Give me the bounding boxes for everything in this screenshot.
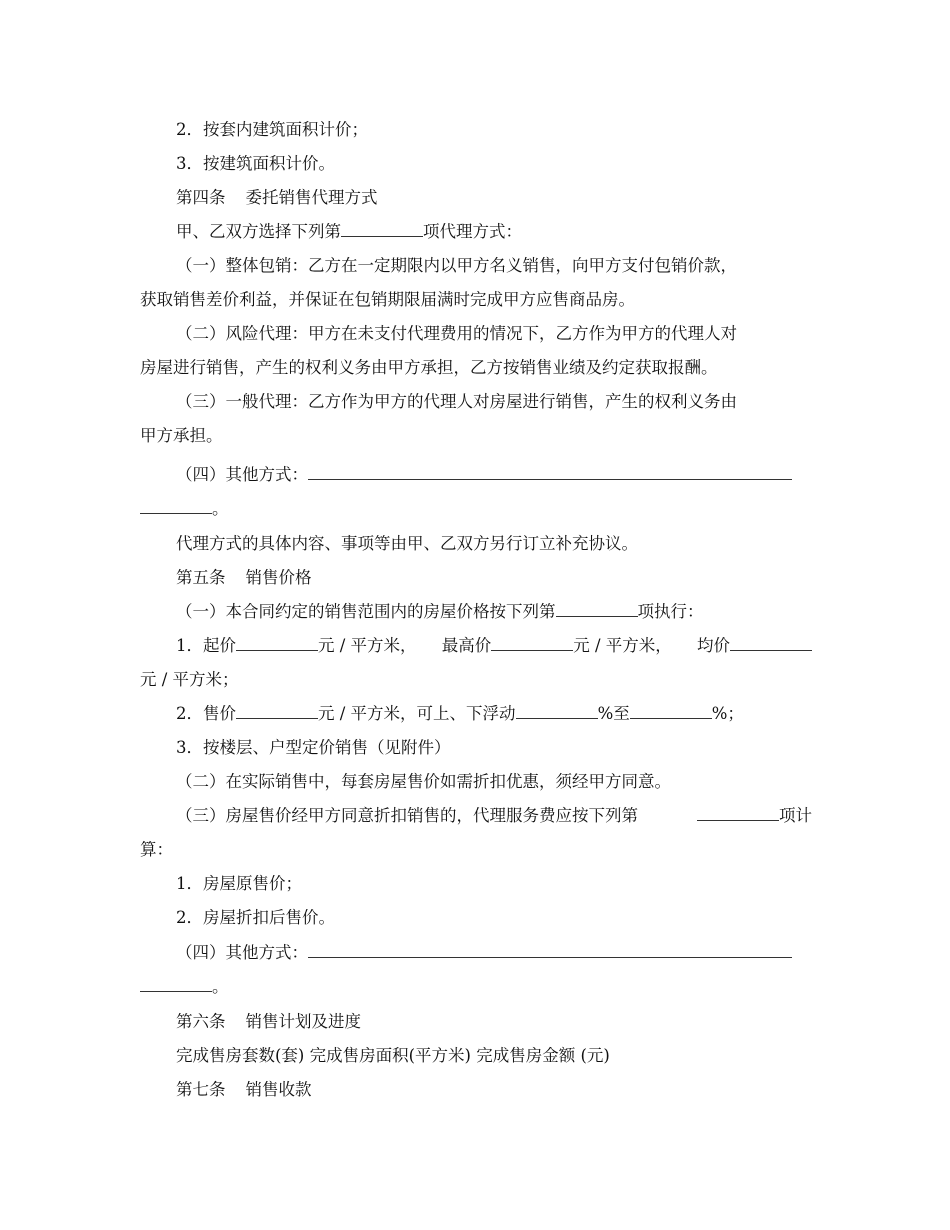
text: 1．起价 <box>176 636 236 655</box>
article-title: 销售价格 <box>245 568 312 587</box>
text: 甲、乙双方选择下列第 <box>176 222 341 241</box>
paragraph-line: 代理方式的具体内容、事项等由甲、乙双方另行订立补充协议。 <box>176 534 638 553</box>
other-method-line <box>176 942 812 964</box>
clause-line <box>176 221 812 243</box>
text: 元 / 平方米， <box>318 636 417 655</box>
article-heading-5 <box>176 567 812 589</box>
article-heading-7 <box>176 1079 812 1101</box>
price-group <box>442 635 672 657</box>
article-heading-6 <box>176 1011 812 1033</box>
other-method-line-end <box>140 976 812 998</box>
fill-in-blank[interactable] <box>140 498 212 514</box>
price-line-1-end: 元 / 平方米； <box>140 670 239 689</box>
article-title: 委托销售代理方式 <box>245 188 378 207</box>
text: 项执行： <box>637 602 704 621</box>
price-group <box>697 635 812 657</box>
clause-line: 1．房屋原售价； <box>176 874 302 893</box>
fill-in-blank[interactable] <box>556 601 638 617</box>
clause-line: 算： <box>140 840 173 859</box>
paragraph-line: 获取销售差价利益，并保证在包销期限届满时完成甲方应售商品房。 <box>140 290 635 309</box>
article-title: 销售计划及进度 <box>245 1012 361 1031</box>
fill-in-blank[interactable] <box>516 703 598 719</box>
paragraph-line: （一）整体包销：乙方在一定期限内以甲方名义销售，向甲方支付包销价款， <box>176 256 737 275</box>
paragraph-line: 甲方承担。 <box>140 426 223 445</box>
article-number: 第七条 <box>176 1080 226 1099</box>
text: （一）本合同约定的销售范围内的房屋价格按下列第 <box>176 602 556 621</box>
text: 元 / 平方米， <box>573 636 672 655</box>
text: 2．售价 <box>176 704 236 723</box>
fill-in-blank[interactable] <box>697 805 779 821</box>
clause-line <box>176 601 812 623</box>
clause-line: 2．房屋折扣后售价。 <box>176 908 335 927</box>
article-number: 第六条 <box>176 1012 226 1031</box>
fill-in-blank[interactable] <box>730 635 812 651</box>
price-group <box>176 635 417 657</box>
article-title: 销售收款 <box>245 1080 312 1099</box>
article-number: 第四条 <box>176 188 226 207</box>
other-method-line-end <box>140 498 812 520</box>
text: %至 <box>597 704 630 723</box>
paragraph-line: （三）一般代理：乙方作为甲方的代理人对房屋进行销售，产生的权利义务由 <box>176 392 737 411</box>
text: （四）其他方式： <box>176 943 308 962</box>
text: 项代理方式： <box>423 222 522 241</box>
text: 最高价 <box>441 636 492 655</box>
paragraph-line: 房屋进行销售，产生的权利义务由甲方承担，乙方按销售业绩及约定获取报酬。 <box>140 358 718 377</box>
text: 项计 <box>779 806 812 825</box>
fill-in-blank[interactable] <box>491 635 573 651</box>
clause-line: （二）在实际销售中，每套房屋售价如需折扣优惠，须经甲方同意。 <box>176 772 671 791</box>
text: %； <box>711 704 744 723</box>
fill-in-blank[interactable] <box>630 703 712 719</box>
article-heading-4 <box>176 187 812 209</box>
text: 元 / 平方米，可上、下浮动 <box>318 704 516 723</box>
fill-in-blank[interactable] <box>341 221 423 237</box>
fill-in-blank[interactable] <box>236 635 318 651</box>
sales-plan-columns: 完成售房套数(套) 完成售房面积(平方米) 完成售房金额 (元) <box>176 1046 610 1065</box>
text: 。 <box>212 499 229 518</box>
clause-line <box>176 805 812 827</box>
article-number: 第五条 <box>176 568 226 587</box>
fill-in-blank[interactable] <box>236 703 318 719</box>
clause-line: 3．按楼层、户型定价销售（见附件） <box>176 738 451 757</box>
clause-line: 3．按建筑面积计价。 <box>176 154 335 173</box>
text: 。 <box>212 977 229 996</box>
text: （三）房屋售价经甲方同意折扣销售的，代理服务费应按下列第 <box>176 806 638 825</box>
paragraph-line: （二）风险代理：甲方在未支付代理费用的情况下，乙方作为甲方的代理人对 <box>176 324 737 343</box>
text: （四）其他方式： <box>176 465 308 484</box>
fill-in-blank[interactable] <box>308 942 792 958</box>
price-line-1 <box>176 635 812 657</box>
other-method-line <box>176 464 812 486</box>
blank-group <box>697 805 812 827</box>
fill-in-blank[interactable] <box>140 976 212 992</box>
clause-line: 2．按套内建筑面积计价； <box>176 120 368 139</box>
price-line-2 <box>176 703 812 725</box>
fill-in-blank[interactable] <box>308 464 792 480</box>
text: 均价 <box>697 636 730 655</box>
